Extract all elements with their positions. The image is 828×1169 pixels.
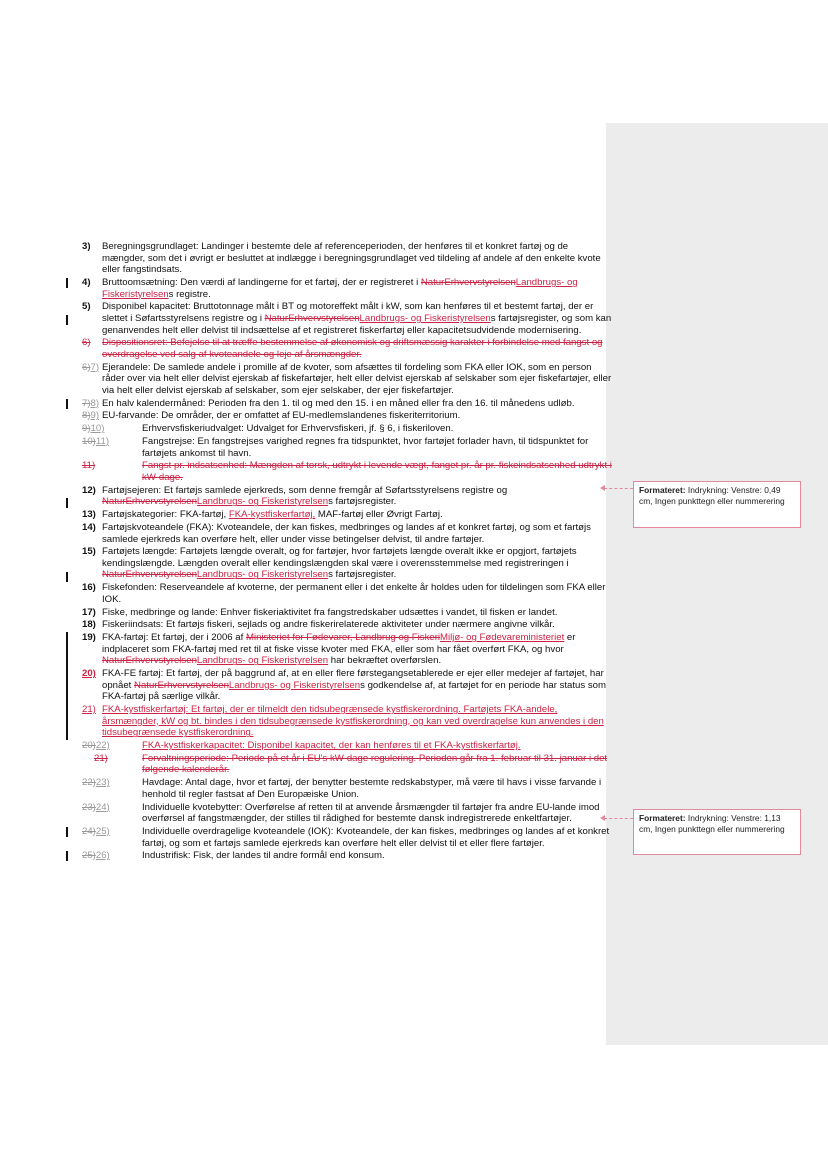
list-item bbox=[82, 301, 612, 336]
inserted-number: 23) bbox=[95, 777, 110, 789]
item-text bbox=[102, 509, 612, 521]
deleted-number: 10) bbox=[82, 436, 96, 447]
item-number bbox=[82, 850, 142, 862]
text-run: Fartøjskategorier: FKA-fartøj, bbox=[102, 509, 229, 521]
text-run: FKA-fartøj: Et fartøj, der i 2006 af bbox=[102, 632, 246, 644]
item-number: 13) bbox=[82, 509, 96, 521]
item-text bbox=[102, 668, 612, 703]
list-item bbox=[82, 850, 612, 862]
change-bar bbox=[66, 399, 68, 409]
item-text: Fangstrejse: En fangstrejses varighed regnes fra tidspunktet, hvor fartøjet forlader havn, til tidspunktet for fartøjets ankomst til havn. bbox=[142, 436, 589, 459]
item-text: Erhvervsfiskeriudvalget: Udvalget for Erhvervsfiskeri, jf. § 6, i fiskeriloven. bbox=[142, 423, 454, 435]
item-number: 20) bbox=[82, 668, 96, 680]
text-run: s fartøjsregister. bbox=[328, 496, 397, 508]
item-number bbox=[82, 802, 142, 825]
change-bar bbox=[66, 278, 68, 288]
item-text: Fangst pr. indsatsenhed: Mængden af torsk, udtrykt i levende vægt, fanget pr. år pr. fiskeindsatsenhed udtrykt i kW-dage. bbox=[142, 460, 612, 483]
comment-connector bbox=[604, 818, 633, 819]
deleted-number: 25) bbox=[82, 850, 96, 862]
item-number: 17) bbox=[82, 606, 96, 618]
item-text: En halv kalendermåned: Perioden fra den 1. til og med den 15. i en måned eller fra den 16. til månedens udløb. bbox=[102, 397, 575, 409]
item-number: 11) bbox=[82, 460, 96, 472]
tracked-insertion: Landbrugs- og Fiskeristyrelsen bbox=[359, 312, 491, 324]
text-run: Bruttoomsætning: Den værdi af landingerne for et fartøj, der er registreret i bbox=[102, 276, 421, 288]
list-item bbox=[82, 619, 612, 631]
text-run: MAF-fartøj eller Øvrigt Fartøj. bbox=[315, 509, 443, 521]
item-text: Individuelle kvotebytter: Overførelse af retten til at anvende årsmængder til fartøjer fra andre EU-lande imod overførsel af fangstmængder, der stilles til rådighed for bestemte dansk indregistrerede enkeltfartøjer. bbox=[142, 801, 600, 825]
tracked-insertion: Miljø- og Fødevareministeriet bbox=[440, 632, 565, 644]
deleted-number: 20) bbox=[82, 740, 96, 752]
list-item bbox=[82, 460, 612, 483]
comment-label: Formateret: bbox=[639, 485, 686, 495]
change-bar bbox=[66, 632, 68, 668]
tracked-deletion: NaturErhvervstyrelsen bbox=[102, 496, 197, 508]
item-text: Ejerandele: De samlede andele i promille af de kvoter, som afsættes til fordeling som FKA eller IOK, som en person råder over via helt eller delvist ejerskab af fiskefartøjer, helt eller delvist ejerskab af selskaber som ejer fiskefartøjer, eller via helt eller delvist ejerskab af selskaber, som ejer selskaber, der ejer fiskefartøjer. bbox=[102, 361, 612, 396]
text-run: Disponibel kapacitet: Bruttotonnage målt i BT og motoreffekt målt i kW, som kan henføres til et bestemt fartøj, der er slettet i Søfartsstyrelsens registre og i bbox=[102, 301, 594, 324]
tracked-insertion: FKA-kystfiskerfartøj, bbox=[228, 509, 316, 521]
change-bar bbox=[66, 315, 68, 325]
list-item bbox=[82, 607, 612, 619]
tracked-deletion: NaturErhvervstyrelsen bbox=[102, 569, 197, 581]
list-item bbox=[82, 704, 612, 739]
item-text: Fartøjskvoteandele (FKA): Kvoteandele, der kan fiskes, medbringes og landes af et konkret fartøj, og som et fartøjs samlede ejerkreds kan overføre helt, eller under visse betingelser delvist, til andre fartøjer. bbox=[102, 521, 591, 545]
item-text: Dispositionsret: Befejelse til at træffe bestemmelse af økonomisk og driftsmæssig karakter i forbindelse med fangst og overdragelse ved salg af kvoteandele og leje af årsmængder. bbox=[102, 337, 603, 360]
item-number: 21) bbox=[82, 704, 96, 716]
item-number: 12) bbox=[82, 484, 96, 496]
inserted-number: 10) bbox=[90, 423, 105, 435]
list-item bbox=[82, 826, 612, 849]
item-number: 14) bbox=[82, 521, 96, 533]
list-item bbox=[82, 582, 612, 605]
text-run: Fartøjets længde: Fartøjets længde overalt, og for fartøjer, hvor fartøjets længde overalt ikke er opgjort, fartøjets kendingslængde. Længden overalt eller kendingslængden skal være i overensstemmelse med registreringen i bbox=[102, 546, 577, 569]
inserted-number: 9) bbox=[90, 410, 100, 422]
deleted-number: 23) bbox=[82, 801, 96, 813]
comment-anchor-icon bbox=[600, 815, 605, 821]
list-item bbox=[82, 802, 612, 825]
item-number bbox=[82, 777, 142, 800]
item-text: FKA-kystfiskerfartøj: Et fartøj, der er tilmeldt den tidsubegrænsede kystfiskerordning. Fartøjets FKA-andele, årsmængder, kW og bt. bindes i den tidsubegrænsede kystfiskerordning, og kan ved overdragelse kun anvendes i den tidsubegrænsede kystfiskerordning. bbox=[102, 704, 604, 739]
item-text bbox=[102, 277, 612, 300]
change-bar bbox=[66, 851, 68, 861]
item-text bbox=[102, 632, 612, 667]
list-item bbox=[82, 277, 612, 300]
item-text: Fiskeriindsats: Et fartøjs fiskeri, sejlads og andre fiskerirelaterede aktiviteter under nærmere angivne vilkår. bbox=[102, 619, 555, 631]
list-item bbox=[82, 485, 612, 508]
change-bar bbox=[66, 498, 68, 508]
item-number bbox=[82, 410, 102, 422]
comment-label: Formateret: bbox=[639, 813, 686, 823]
item-text: EU-farvande: De områder, der er omfattet af EU-medlemslandenes fiskeriterritorium. bbox=[102, 410, 461, 422]
change-bar bbox=[66, 668, 68, 704]
list-item bbox=[82, 398, 612, 410]
item-number: 5) bbox=[82, 301, 91, 313]
text-run: er indplaceret som FKA-fartøj med ret til at fiske visse kvoter med FKA, eller som har fået overført FKA, og hvor bbox=[102, 632, 576, 655]
formatting-comment[interactable] bbox=[633, 809, 801, 855]
change-bar bbox=[66, 572, 68, 582]
change-bar bbox=[66, 827, 68, 837]
comment-text: Indrykning: Venstre: 0,49 cm, Ingen punkttegn eller nummerering bbox=[639, 485, 785, 506]
deleted-number: 7) bbox=[82, 397, 91, 409]
tracked-insertion: Landbrugs- og Fiskeristyrelsen bbox=[102, 276, 578, 300]
item-text bbox=[102, 301, 612, 336]
item-number bbox=[82, 362, 102, 397]
deleted-number: 22) bbox=[82, 777, 96, 789]
inserted-number: 24) bbox=[95, 801, 110, 813]
list-item bbox=[82, 546, 612, 581]
list-item bbox=[82, 522, 612, 545]
comment-margin-pane bbox=[606, 123, 828, 1045]
list-item bbox=[82, 423, 612, 435]
formatting-comment[interactable] bbox=[633, 481, 801, 528]
item-text: Industrifisk: Fisk, der landes til andre formål end konsum. bbox=[142, 850, 385, 862]
inserted-number: 25) bbox=[95, 826, 110, 837]
tracked-insertion: Landbrugs- og Fiskeristyrelsen bbox=[196, 655, 329, 667]
list-item bbox=[82, 436, 612, 459]
inserted-number: 26) bbox=[95, 850, 110, 862]
item-number: 21) bbox=[94, 752, 108, 764]
item-text: Beregningsgrundlaget: Landinger i bestemte dele af referenceperioden, der henføres til et konkret fartøj og de mængder, som det i øvrigt er besluttet at indlægge i beregningsgrundlaget ved tildeling af andele af den enkelte kvote eller fangstindsats. bbox=[102, 241, 601, 276]
text-run: s godkendelse af, at fartøjet for en periode har status som FKA-fartøj på særlige vilkår. bbox=[102, 679, 606, 703]
tracked-deletion: NaturErhvervstyrelsen bbox=[134, 679, 229, 691]
text-run: s fartøjsregister. bbox=[328, 569, 397, 581]
document-body bbox=[82, 241, 612, 863]
item-text bbox=[102, 485, 612, 508]
item-number: 16) bbox=[82, 582, 96, 594]
list-item bbox=[82, 777, 612, 800]
deleted-number: 8) bbox=[82, 410, 91, 422]
list-item bbox=[82, 362, 612, 397]
deleted-number: 24) bbox=[82, 826, 96, 837]
item-number: 18) bbox=[82, 619, 96, 631]
list-item bbox=[82, 668, 612, 703]
comment-anchor-icon bbox=[600, 485, 605, 491]
item-number bbox=[82, 740, 142, 752]
tracked-deletion: Ministeriet for Fødevarer, Landbrug og Fiskeri bbox=[245, 632, 441, 644]
item-number bbox=[82, 826, 142, 849]
text-run: har bekræftet overførslen. bbox=[328, 655, 442, 667]
comment-connector bbox=[604, 488, 633, 489]
list-item bbox=[82, 410, 612, 422]
item-number: 15) bbox=[82, 546, 96, 558]
list-item bbox=[82, 740, 612, 752]
comment-text: Indrykning: Venstre: 1,13 cm, Ingen punkttegn eller nummerering bbox=[639, 813, 785, 834]
tracked-deletion: NaturErhvervstyrelsen bbox=[420, 276, 516, 288]
inserted-number: 11) bbox=[95, 436, 110, 447]
text-run: FKA-FE fartøj: Et fartøj, der på baggrund af, at en eller flere førstegangsetablerede er ejer eller medejer af fartøjet, har opnået bbox=[102, 668, 604, 691]
text-run: s registre. bbox=[168, 288, 211, 300]
tracked-deletion: NaturErhvervstyrelsen bbox=[102, 655, 197, 667]
item-number bbox=[82, 436, 142, 459]
inserted-number: 22) bbox=[95, 740, 110, 752]
item-text: Fiskefonden: Reserveandele af kvoterne, der permanent eller i det enkelte år holdes uden for tildelingen som FKA eller IOK. bbox=[102, 582, 606, 605]
item-text: Havdage: Antal dage, hvor et fartøj, der benytter bestemte redskabstyper, må være til havs i visse farvande i henhold til regler fastsat af Den Europæiske Union. bbox=[142, 777, 602, 800]
tracked-insertion: Landbrugs- og Fiskeristyrelsen bbox=[228, 679, 361, 691]
inserted-number: 7) bbox=[90, 361, 100, 373]
list-item bbox=[82, 509, 612, 521]
tracked-insertion: Landbrugs- og Fiskeristyrelsen bbox=[196, 569, 329, 581]
item-number bbox=[82, 423, 142, 435]
item-text: Forvaltningsperiode: Periode på et år i EU's kW-dage regulering. Perioden går fra 1. februar til 31. januar i det følgende kalenderår. bbox=[142, 752, 608, 776]
item-number: 3) bbox=[82, 241, 91, 252]
tracked-deletion: NaturErhvervstyrelsen bbox=[264, 312, 360, 324]
list-item bbox=[82, 337, 612, 360]
list-item bbox=[82, 241, 612, 276]
item-text: Individuelle overdragelige kvoteandele (IOK): Kvoteandele, der kan fiskes, medbringes og landes af et konkret fartøj, og som et fartøjs samlede ejerkreds kan overføre helt eller delvist til et eller flere fartøjer. bbox=[142, 826, 610, 849]
item-number: 6) bbox=[82, 337, 91, 349]
text-run: Fartøjsejeren: Et fartøjs samlede ejerkreds, som denne fremgår af Søfartsstyrelsens registre og bbox=[102, 484, 508, 496]
item-number: 4) bbox=[82, 276, 91, 288]
deleted-number: 6) bbox=[82, 361, 91, 373]
item-text: Fiske, medbringe og lande: Enhver fiskeriaktivitet fra fangstredskaber udsættes i vandet, til fisken er landet. bbox=[102, 606, 558, 618]
text-run: s fartøjsregister, og som kan genanvendes helt eller delvist til indsættelse af et registreret fiskerfartøj eller kapacitetsudvidende modernisering. bbox=[102, 312, 612, 336]
item-text bbox=[102, 546, 612, 581]
item-text: FKA-kystfiskerkapacitet: Disponibel kapacitet, der kan henføres til et FKA-kystfiskerfartøj. bbox=[142, 740, 521, 752]
change-bar bbox=[66, 704, 68, 740]
inserted-number: 8) bbox=[90, 397, 100, 409]
tracked-insertion: Landbrugs- og Fiskeristyrelsen bbox=[196, 496, 329, 508]
item-number: 19) bbox=[82, 632, 96, 644]
list-item bbox=[82, 753, 612, 776]
deleted-number: 9) bbox=[82, 423, 91, 435]
list-item bbox=[82, 632, 612, 667]
item-number bbox=[82, 398, 102, 410]
